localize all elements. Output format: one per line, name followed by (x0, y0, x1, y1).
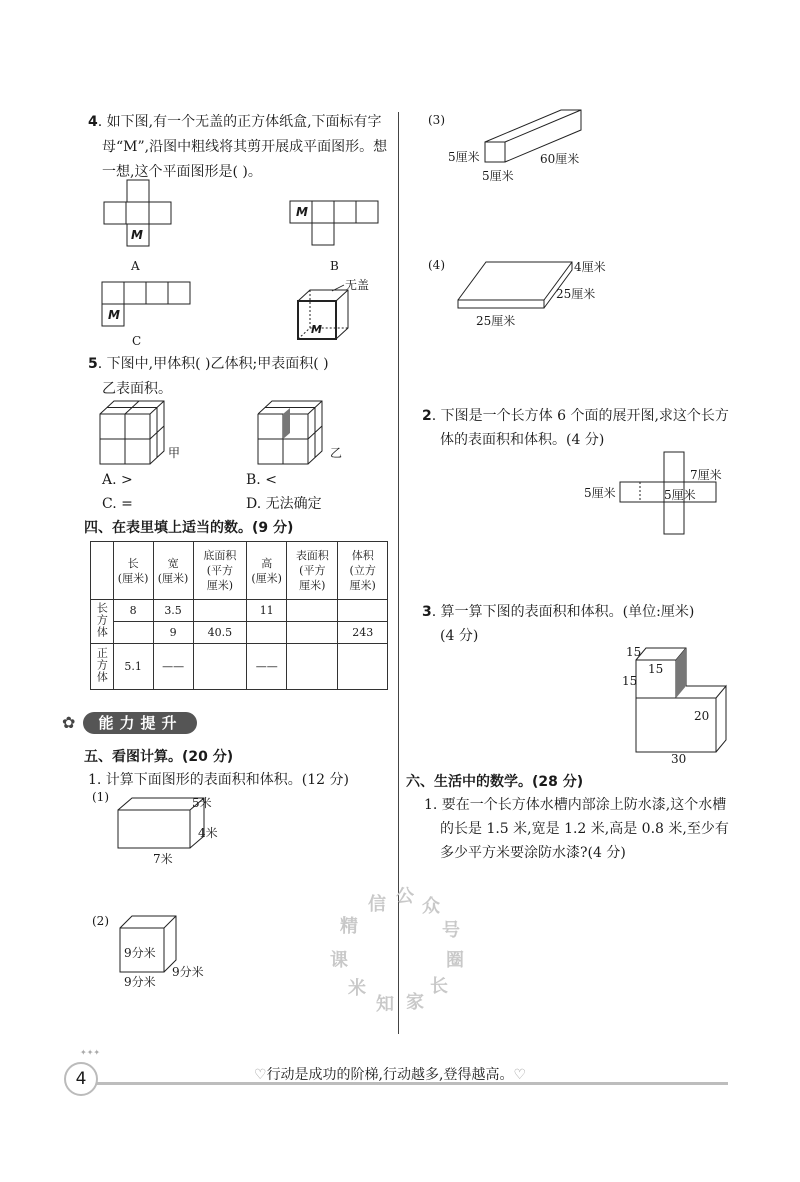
net-dim-5-center: 5厘米 (664, 488, 696, 502)
table-cell: 8 (113, 600, 153, 622)
section6-q1-line1: 1. 要在一个长方体水槽内部涂上防水漆,这个水槽 (424, 797, 727, 813)
fig2-dim-c: 9分米 (124, 975, 156, 989)
net-c-label: C (132, 334, 142, 348)
fig3-dim-b: 5厘米 (482, 169, 514, 183)
right-q3-line1: 3. 算一算下图的表面积和体积。(单位:厘米) (422, 604, 695, 620)
row-label-cuboid: 长方体 (91, 600, 114, 644)
fig3-dim-a: 5厘米 (448, 150, 480, 164)
header-surface-area: 表面积 (平方 厘米) (287, 542, 338, 600)
heart-icon: ♡ (513, 1067, 527, 1083)
row-label-cube: 正方体 (91, 644, 114, 690)
table-cell: 11 (247, 600, 287, 622)
header-length: 长 (厘米) (113, 542, 153, 600)
q4-line3: 一想,这个平面图形是( )。 (102, 164, 262, 180)
right-q3-line2: (4 分) (440, 628, 479, 644)
right-q2-line2: 体的表面积和体积。(4 分) (440, 432, 605, 448)
table-cell (113, 622, 153, 644)
footer-motto: ♡行动是成功的阶梯,行动越多,登得越高。♡ (254, 1067, 527, 1083)
section6-q1-line3: 多少平方米要涂防水漆?(4 分) (440, 845, 626, 861)
net-a-label: A (131, 259, 140, 273)
q5-line2: 乙表面积。 (102, 381, 172, 397)
open-cube-label: 无盖 (345, 278, 370, 292)
fig4-dim-c: 25厘米 (476, 314, 516, 328)
comp-dim-inner: 15 (648, 662, 664, 676)
fig3-label: (3) (428, 113, 445, 127)
net-dim-7: 7厘米 (690, 468, 722, 482)
label-yi: 乙 (330, 446, 343, 460)
q4-line2: 母“M”,沿图中粗线将其剪开展成平面图形。想 (102, 139, 388, 155)
q5-option-d: D. 无法确定 (246, 496, 322, 512)
header-height: 高 (厘米) (247, 542, 287, 600)
right-q2-number: 2 (422, 408, 432, 424)
banner-title: 能力提升 (83, 712, 197, 734)
table-corner (91, 542, 114, 600)
table-cell: —— (153, 644, 193, 690)
fig2-dim-a: 9分米 (124, 946, 156, 960)
net-b-letter: M (296, 205, 308, 219)
table-cell: 243 (338, 622, 388, 644)
right-q3-number: 3 (422, 604, 432, 620)
fig4-dim-a: 4厘米 (574, 260, 606, 274)
comp-dim-bottom: 30 (671, 752, 687, 766)
q5-line1: 5. 下图中,甲体积( )乙体积;甲表面积( ) (88, 356, 329, 372)
q5-number: 5 (88, 356, 98, 372)
q4-number: 4 (88, 114, 98, 130)
sprout-icon: ✿ (62, 713, 76, 732)
footer-stars: ✦✦✦ (80, 1048, 101, 1057)
comp-dim-top: 15 (626, 645, 642, 659)
page-number: 4 (75, 1069, 87, 1089)
open-cube-figure (290, 285, 360, 345)
section4-title: 四、在表里填上适当的数。(9 分) (84, 520, 294, 536)
spec-table (90, 541, 388, 690)
table-cell: 9 (153, 622, 193, 644)
fig2-label: (2) (92, 914, 109, 928)
section5-title: 五、看图计算。(20 分) (84, 749, 234, 765)
fig1-dim-a: 5米 (192, 796, 212, 810)
q5-option-c: C. = (102, 496, 133, 512)
open-cube-letter: M (311, 323, 322, 336)
section6-title: 六、生活中的数学。(28 分) (406, 774, 584, 790)
comp-dim-right: 20 (694, 709, 710, 723)
net-a-letter: M (131, 228, 143, 242)
header-width: 宽 (厘米) (153, 542, 193, 600)
net-b-label: B (330, 259, 339, 273)
fig4-label: (4) (428, 258, 445, 272)
table-row (91, 622, 388, 644)
table-cell: 3.5 (153, 600, 193, 622)
section6-q1-line2: 的长是 1.5 米,宽是 1.2 米,高是 0.8 米,至少有 (440, 821, 729, 837)
ability-banner (62, 712, 197, 733)
table-cell (338, 600, 388, 622)
fig3-dim-c: 60厘米 (540, 152, 580, 166)
table-cell (287, 600, 338, 622)
table-row (91, 644, 388, 690)
net-option-a (104, 180, 184, 250)
table-cell (287, 644, 338, 690)
right-q2-line1: 2. 下图是一个长方体 6 个面的展开图,求这个长方 (422, 408, 729, 424)
table-cell: —— (247, 644, 287, 690)
q5-option-b: B. < (246, 472, 277, 488)
fig1-label: (1) (92, 790, 109, 804)
q5-option-a: A. > (102, 472, 133, 488)
q4-line1: 4. 如下图,有一个无盖的正方体纸盒,下面标有字 (88, 114, 382, 130)
fig2-dim-b: 9分米 (172, 965, 204, 979)
table-cell (338, 644, 388, 690)
table-cell (193, 644, 247, 690)
table-row (91, 600, 388, 622)
net-option-c (102, 282, 192, 330)
header-base-area: 底面积 (平方 厘米) (193, 542, 247, 600)
label-jia: 甲 (168, 446, 181, 460)
fig1-dim-b: 4米 (198, 826, 218, 840)
page-number-circle (64, 1062, 98, 1096)
heart-icon: ♡ (254, 1067, 267, 1083)
solid-yi-figure (258, 398, 338, 468)
table-cell (287, 622, 338, 644)
table-cell (193, 600, 247, 622)
fig1-dim-c: 7米 (153, 852, 173, 866)
watermark-stamp: 精 信 公 众 号 课 米 知 家 长 圈 (330, 886, 464, 1015)
table-cell (247, 622, 287, 644)
table-cell: 5.1 (113, 644, 153, 690)
section5-q1: 1. 计算下面图形的表面积和体积。(12 分) (88, 772, 349, 788)
table-cell: 40.5 (193, 622, 247, 644)
fig4-dim-b: 25厘米 (556, 287, 596, 301)
comp-dim-left: 15 (622, 674, 638, 688)
net-dim-5-left: 5厘米 (584, 486, 616, 500)
net-c-letter: M (108, 308, 120, 322)
header-volume: 体积 (立方 厘米) (338, 542, 388, 600)
